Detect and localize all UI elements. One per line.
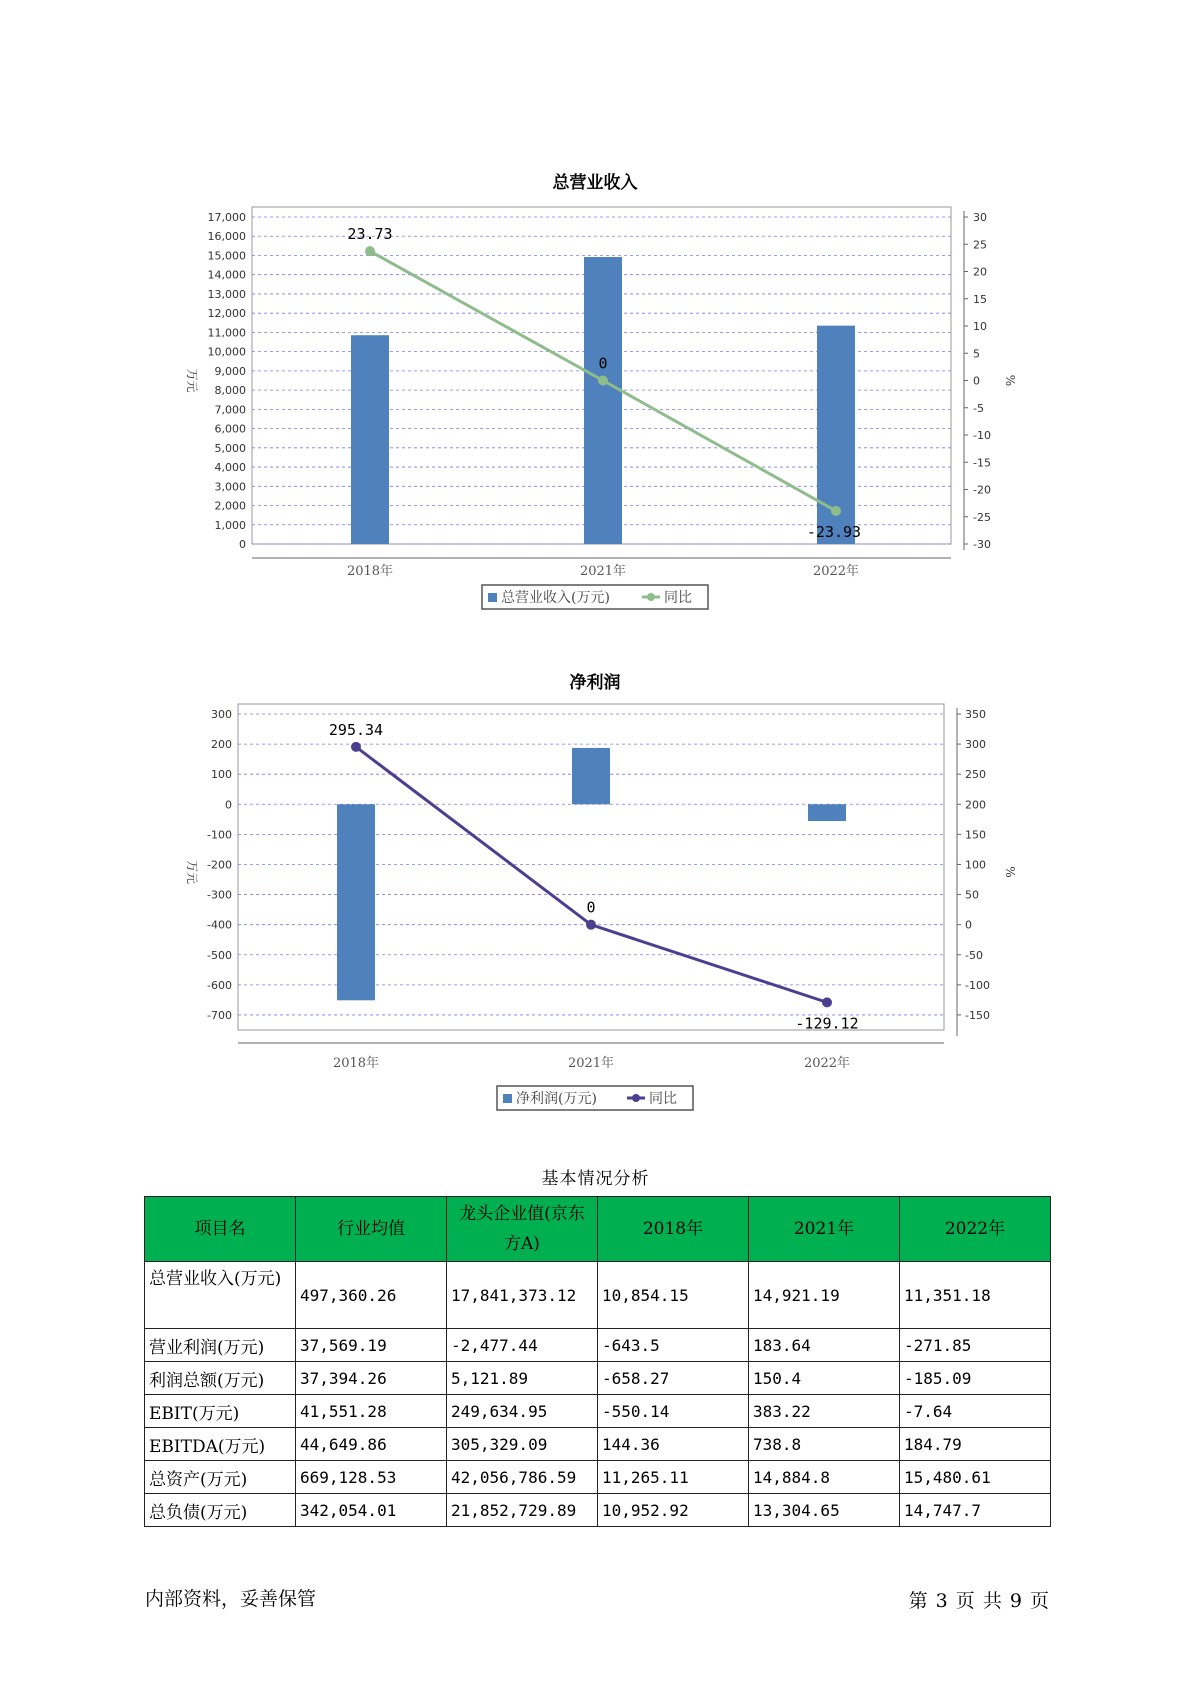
legend-bar-swatch: [488, 593, 497, 602]
y-right-tick-label: 10: [973, 320, 987, 333]
y-right-tick-label: 5: [973, 347, 980, 361]
legend-bar-label: 净利润(万元): [516, 1091, 597, 1107]
table-cell: 150.4: [749, 1362, 900, 1395]
y-right-tick-label: -15: [973, 456, 991, 470]
yoy-data-label: -129.12: [795, 1014, 859, 1033]
column-header: 2018年: [598, 1197, 749, 1262]
y-left-tick-label: 3,000: [214, 480, 246, 494]
table-cell: -271.85: [900, 1329, 1051, 1362]
table-cell: -7.64: [900, 1395, 1051, 1428]
y-left-tick-label: 5,000: [214, 441, 246, 455]
table-cell: 15,480.61: [900, 1461, 1051, 1494]
y-right-tick-label: 200: [965, 798, 986, 812]
row-label: EBIT(万元): [145, 1395, 296, 1428]
row-label: 营业利润(万元): [145, 1329, 296, 1362]
net-profit-chart-svg: [0, 650, 1191, 1130]
y-right-tick-label: -50: [965, 948, 983, 962]
x-tick-label: 2022年: [803, 1056, 851, 1071]
row-label: 总资产(万元): [145, 1461, 296, 1494]
y-left-tick-label: 15,000: [207, 249, 246, 263]
column-header: 项目名: [145, 1197, 296, 1262]
y-left-tick-label: -100: [207, 828, 232, 842]
y-left-tick-label: 6,000: [214, 422, 246, 436]
column-header: 2022年: [900, 1197, 1051, 1262]
table-cell: 37,394.26: [296, 1362, 447, 1395]
y-right-tick-label: 300: [965, 738, 986, 752]
y-left-tick-label: 9,000: [214, 364, 246, 378]
table-cell: 44,649.86: [296, 1428, 447, 1461]
table-cell: 14,884.8: [749, 1461, 900, 1494]
y-left-tick-label: -400: [207, 918, 232, 932]
table-cell: 17,841,373.12: [447, 1262, 598, 1329]
footer-confidential-note: 内部资料，妥善保管: [145, 1588, 317, 1610]
y-left-tick-label: 200: [211, 738, 232, 752]
y-left-tick-label: 10,000: [207, 345, 246, 359]
legend-bar-label: 总营业收入(万元): [501, 590, 610, 606]
table-cell: 738.8: [749, 1428, 900, 1461]
y-right-tick-label: -10: [973, 429, 991, 442]
y-right-tick-label: 250: [965, 768, 986, 782]
yoy-data-label: 23.73: [347, 225, 393, 244]
row-label: EBITDA(万元): [145, 1428, 296, 1461]
table-cell: 11,265.11: [598, 1461, 749, 1494]
bar: [808, 804, 846, 821]
bar: [351, 335, 389, 544]
y-left-tick-label: 11,000: [207, 326, 246, 340]
y-right-tick-label: 50: [965, 888, 979, 902]
y-left-tick-label: 12,000: [207, 307, 246, 321]
table-row: [145, 1395, 1051, 1428]
y-right-tick-label: -30: [973, 538, 991, 551]
table-cell: 13,304.65: [749, 1494, 900, 1527]
y-right-tick-label: -5: [973, 401, 984, 415]
table-cell: 184.79: [900, 1428, 1051, 1461]
table-row: [145, 1362, 1051, 1395]
y-left-tick-label: 17,000: [207, 211, 246, 224]
table-cell: 5,121.89: [447, 1362, 598, 1395]
y-right-tick-label: 0: [973, 374, 980, 388]
bar: [584, 257, 622, 544]
table-cell: -185.09: [900, 1362, 1051, 1395]
table-cell: 14,921.19: [749, 1262, 900, 1329]
y-left-tick-label: 8,000: [214, 384, 246, 398]
yoy-point: [365, 246, 375, 256]
y-left-tick-label: 0: [239, 538, 246, 551]
table-cell: 42,056,786.59: [447, 1461, 598, 1494]
yoy-data-label: 295.34: [328, 720, 384, 739]
table-cell: 669,128.53: [296, 1461, 447, 1494]
table-cell: 10,952.92: [598, 1494, 749, 1527]
y-left-tick-label: -700: [207, 1008, 232, 1022]
y-right-tick-label: -20: [973, 483, 991, 497]
y-right-tick-label: 20: [973, 265, 987, 279]
x-tick-label: 2022年: [812, 564, 860, 579]
yoy-point: [586, 920, 596, 930]
table-cell: 41,551.28: [296, 1395, 447, 1428]
y-right-tick-label: 100: [965, 858, 986, 872]
revenue-chart: [0, 150, 1191, 630]
revenue-chart-svg: [0, 150, 1191, 630]
y-right-tick-label: 350: [965, 708, 986, 721]
bar: [572, 748, 610, 804]
table-header-row: [145, 1197, 1051, 1262]
column-header: 2021年: [749, 1197, 900, 1262]
x-tick-label: 2018年: [332, 1056, 380, 1071]
table-cell: 383.22: [749, 1395, 900, 1428]
legend-line-label: 同比: [664, 590, 692, 606]
legend-line-marker: [632, 1094, 640, 1102]
table-row: [145, 1329, 1051, 1362]
chart-title: 净利润: [569, 673, 621, 693]
y-right-tick-label: 25: [973, 238, 987, 252]
table-row: [145, 1461, 1051, 1494]
legend-line-marker: [647, 593, 655, 601]
table-title: 基本情况分析: [541, 1169, 650, 1189]
footer-page-number: 第 3 页 共 9 页: [908, 1590, 1050, 1612]
legend-bar-swatch: [503, 1094, 512, 1103]
y-right-tick-label: -100: [965, 978, 990, 992]
table-row: [145, 1428, 1051, 1461]
column-header: 龙头企业值(京东方A): [447, 1197, 598, 1262]
table-cell: 183.64: [749, 1329, 900, 1362]
row-label: 总营业收入(万元): [145, 1262, 296, 1329]
y-right-tick-label: 30: [973, 211, 987, 224]
bar: [337, 804, 375, 1000]
yoy-data-label: 0: [598, 354, 608, 373]
yoy-point: [822, 997, 832, 1007]
table-cell: 497,360.26: [296, 1262, 447, 1329]
y-left-tick-label: 100: [211, 768, 232, 782]
table-cell: 305,329.09: [447, 1428, 598, 1461]
table-row: [145, 1262, 1051, 1329]
table-cell: -658.27: [598, 1362, 749, 1395]
table-cell: 14,747.7: [900, 1494, 1051, 1527]
y-right-axis-label: %: [1003, 374, 1017, 387]
table-cell: 21,852,729.89: [447, 1494, 598, 1527]
y-left-axis-label: 万元: [185, 368, 199, 393]
y-left-tick-label: -300: [207, 888, 232, 902]
table-row: [145, 1494, 1051, 1527]
row-label: 利润总额(万元): [145, 1362, 296, 1395]
net-profit-chart: [0, 650, 1191, 1130]
row-label: 总负债(万元): [145, 1494, 296, 1527]
column-header: 行业均值: [296, 1197, 447, 1262]
y-left-tick-label: 16,000: [207, 230, 246, 244]
y-right-tick-label: 15: [973, 292, 987, 306]
yoy-data-label: 0: [586, 898, 596, 917]
yoy-data-label: -23.93: [806, 522, 862, 541]
y-left-tick-label: 1,000: [214, 518, 246, 532]
y-left-tick-label: -200: [207, 858, 232, 872]
yoy-point: [831, 506, 841, 516]
table-cell: -643.5: [598, 1329, 749, 1362]
y-left-tick-label: 13,000: [207, 287, 246, 301]
table-cell: 249,634.95: [447, 1395, 598, 1428]
yoy-point: [598, 376, 608, 386]
legend-line-label: 同比: [649, 1091, 677, 1107]
y-right-tick-label: 0: [965, 918, 972, 932]
x-tick-label: 2021年: [567, 1056, 615, 1071]
basic-analysis-table: [144, 1196, 1051, 1527]
y-left-tick-label: 0: [225, 798, 232, 812]
y-left-tick-label: 2,000: [214, 499, 246, 513]
y-left-tick-label: 300: [211, 708, 232, 721]
y-right-tick-label: -150: [965, 1008, 990, 1022]
y-left-tick-label: 4,000: [214, 461, 246, 475]
chart-title: 总营业收入: [552, 173, 638, 193]
table-cell: 11,351.18: [900, 1262, 1051, 1329]
x-tick-label: 2021年: [579, 564, 627, 579]
y-left-tick-label: 7,000: [214, 403, 246, 417]
table-cell: 144.36: [598, 1428, 749, 1461]
table-cell: -550.14: [598, 1395, 749, 1428]
y-left-tick-label: -600: [207, 978, 232, 992]
y-left-tick-label: 14,000: [207, 268, 246, 282]
yoy-point: [351, 742, 361, 752]
x-tick-label: 2018年: [346, 564, 394, 579]
y-left-axis-label: 万元: [185, 859, 199, 885]
y-left-tick-label: -500: [207, 948, 232, 962]
table-cell: 342,054.01: [296, 1494, 447, 1527]
y-right-axis-label: %: [1003, 866, 1017, 878]
y-right-tick-label: 150: [965, 828, 986, 842]
table-cell: -2,477.44: [447, 1329, 598, 1362]
table-cell: 10,854.15: [598, 1262, 749, 1329]
y-right-tick-label: -25: [973, 510, 991, 524]
table-cell: 37,569.19: [296, 1329, 447, 1362]
